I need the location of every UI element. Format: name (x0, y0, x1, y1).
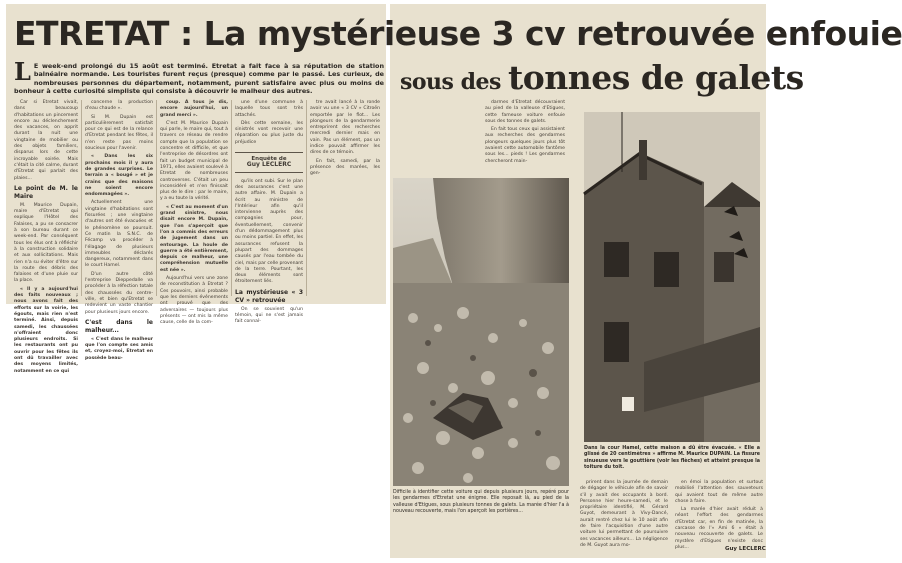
column-paragraph: darmes d'Etretat découvraient au pied de la valleuse d'Etigues, cette fameuse voiture enfouie sous des tonnes de galets. (485, 100, 565, 124)
column-paragraph: coup. A tous je dis, encore aujourd'hui, un grand merci ». (160, 100, 228, 118)
lead-dropcap: L (14, 57, 31, 86)
article-column-6 (485, 100, 565, 176)
column-divider (156, 100, 157, 296)
article-column-3 (160, 100, 228, 326)
column-quote: « Il y a aujourd'hui des faits nouveaux ; nous avons fait des efforts sur la voirie, les égouts, mais rien n'est terminé. Ainsi, depuis samedi, les chaussées n'offraient donc plusieurs endroits. Si les restaurants ont pu ouvrir pour les fêtes ils ont dû travailler avec des moyens limités, notamment en ce qui (14, 286, 78, 374)
column-divider (81, 100, 82, 296)
column-paragraph: C'est M. Maurice Dupain qui parle, le maire qui, tout à travers ce réseau de rendre compte que la population se concentre et difficile, et que l'entreprise de désordres ont fait un budget municipal de 1971, elles avaient soulevé à Etretat de nombreuses controverses. C'était un peu inconsidéré et n'en finissait plus de le dire : par le maire, y a eu toute la vérité. (160, 120, 228, 202)
column-divider (306, 100, 307, 296)
caption-car: Difficile à identifier cette voiture qui depuis plusieurs jours, repéré pour les gendarmes d'Etretat une énigme. Elle reposait là, au pied de la valleuse d'Etigues, sous plusieurs tonnes de galets. La marée d'hier l'a à nouveau recouverte, mais l'on aperçoit les portières... (393, 490, 569, 515)
column-paragraph: La marée d'hier avait réduit à néant l'effort des gendarmes d'Etretat car, en fin de matinée, la carcasse de l'« Ami 6 » était à nouveau recouverte de galets. Le mystère d'Etigues n'existe donc plus... (675, 507, 763, 550)
column-paragraph: Actuellement une vingtaine d'habitations sont fissurées ; une vingtaine d'autres ont été évacuées et le phénomène se poursuit. Ce matin la S.N.C. de Fécamp va procéder à l'élagage de plusieurs immeubles déclarés dangereux, notamment dans le court Hamel. (85, 200, 153, 269)
column-paragraph: M. Maurice Dupain, maire d'Etretat qui explique l'Hôtel des Falaises, a pu se consacrer à son bureau durant ce week-end. Par conséquent tous les élus ont à réfléchir à la construction solidaire et aux sollicitations. Mais rien n'a su éviter d'être sur la route des débris des falaises et d'une pluie sur la place. (14, 202, 78, 284)
column-quote: « C'est dans le malheur que l'on compte ses amis et, croyez-moi, Etretat en possède beau- (85, 336, 153, 361)
column-paragraph: Dès cette semaine, les sinistrés vont recevoir une réparation ou plus juste du préjudice (235, 120, 303, 145)
column-paragraph: Car si Etretat vivait, dans beaucoup d'habitations un pincement encore au déclenchement des vacances, on apprit durant la nuit une vingtaine de mobilier ou des objets familiers, disparus lors de cette incroyable soirée. Mais c'était la cité calme, durant d'Etretat qui parlait des plaies... (14, 100, 78, 181)
column-paragraph: En fait, samedi, par la présence des marées, les gen- (310, 158, 380, 177)
column-paragraph: une d'une commune à laquelle tous sont très attachés. (235, 100, 303, 118)
column-paragraph: En fait tous ceux qui assistaient aux recherches des gendarmes plongeurs quelques jours plus tôt avaient cette automobile fantôme sous les... pieds ! Les gendarmes chercheront main- (485, 127, 565, 164)
photo-house (584, 112, 760, 442)
lead-text: E week-end prolongé du 15 août est terminé. Etretat a fait face à sa réputation de station balnéaire normande. Les touristes furent reçus (presque) comme par le passé. Les curieux, de nombreuses personnes du département, notamment, purent satisfaire avec plus ou moins de bonheur à cette curiosité simpliste qui consiste à découvrir le malheur des autres. (14, 62, 384, 96)
column-divider (231, 100, 232, 296)
column-paragraph: concerne la production d'eau chaude ». (85, 100, 153, 112)
column-quote: « C'est au moment d'un grand sinistre, nous disait encore M. Dupain, que l'on s'aperçoit que l'on a commis des erreurs de jugement dans un entourage. La houle de guerre a été entièrement, depuis ce malheur, une compréhension mutuelle est née ». (160, 204, 228, 273)
headline-text: La mystérieuse 3 cv retrouvée enfouie (203, 14, 902, 53)
photo-cliff-car-image (393, 178, 569, 486)
byline-author: Guy LECLERC (246, 161, 292, 169)
subheading-3cv: La mystérieuse « 3 CV » retrouvée (235, 288, 303, 304)
headline-line2-main: tonnes de galets (508, 58, 804, 97)
byline (235, 152, 303, 173)
headline-line2-prefix: sous des (400, 69, 509, 95)
headline-separator: : (168, 14, 204, 53)
photo-house-image (584, 112, 760, 442)
article-signature: Guy LECLERC (725, 546, 766, 552)
column-quote: « Dans les six prochains mois il y aura de grandes surprises. Le terrain a « bougé » et je crains que des maisons ne soient encore endommagées ». (85, 154, 153, 198)
byline-label: Enquête de (251, 156, 287, 163)
lead-paragraph (14, 57, 384, 96)
headline (14, 14, 902, 53)
column-paragraph: Si M. Dupain est particulièrement satisfait pour ce qui est de la relance d'Etretat pendant les fêtes, il n'en reste pas moins soucieux pour l'avenir. (85, 114, 153, 152)
headline-second-line (400, 58, 804, 100)
article-column-7 (580, 480, 668, 554)
article-column-4 (235, 100, 304, 325)
column-paragraph: On se souvient qu'un témoin, qui ne s'est jamais fait connaî- (235, 306, 303, 325)
column-paragraph: qu'ils ont subi. Sur le plan des assurances c'est une autre affaire. M. Dupain a écrit au ministre de l'Intérieur afin qu'il intervienne auprès des compagnies pour, éventuellement, convenir d'un dédommagement plus ou moins partiel. En effet, les assurances refusent la plupart des dommages causés par l'eau tombée du ciel, mais par celle provenant de la terre. Pourtant, les deux éléments sont étroitement liés. (235, 178, 304, 285)
subheading-malheur: C'est dans le malheur... (85, 318, 153, 334)
column-paragraph: prirent dans la journée de demain de dégager le véhicule afin de savoir s'il y avait des occupants à bord. Personne hier heure-samedi, et le propriétaire identifié, M. Gérard Guyot, demeurant à Vivy-Dancé, aurait rentré chez lui le 10 août afin de faire l'acquisition d'une autre voiture lui permettant de poursuivre ses vacances ailleurs... La négligence de M. Guyot aura mo- (580, 480, 668, 548)
column-paragraph: en émoi la population et surtout mobilisé l'attention des sauveteurs qui avaient tout de même autre chose à faire. (675, 480, 763, 504)
column-paragraph: Aujourd'hui vers une zone de reconstitution à Etretat ? Ces pouvoirs, ainsi probable que les derniers événements ont prouvé que des adversaires — toujours plus présents — ont mis la même cause, celle de la com- (160, 276, 228, 326)
subheading-maire: Le point de M. le Maire (14, 184, 78, 200)
headline-town: ETRETAT (14, 14, 169, 53)
photo-cliff-car (393, 178, 569, 486)
article-column-5 (310, 100, 380, 180)
caption-house: Dans la cour Hamel, cette maison a dû être évacuée. « Elle a glissé de 20 centimètres » affirme M. Maurice DUPAIN. La fissure sinueuse vers le gouttière (voir les flèches) et atteint presque la toiture du toit. (584, 446, 760, 471)
column-paragraph: D'un autre côté l'entreprise Dieppedalle va procéder à la réfection totale des chaussées du centre-ville, et bien qu'Etretat se redevient un vaste chantier pour plusieurs jours encore. (85, 271, 153, 315)
column-paragraph: tre avait lancé à la ronde avoir vu une « 3 CV » Citroën emportée par le flot... Les plongeurs de la gendarmerie entreprirent des recherches mercredi dernier mais en vain. Pas un élément, pas un indice pouvait affirmer les dires de ce témoin. (310, 100, 380, 156)
article-column-1 (14, 100, 78, 374)
article-column-2 (85, 100, 153, 361)
